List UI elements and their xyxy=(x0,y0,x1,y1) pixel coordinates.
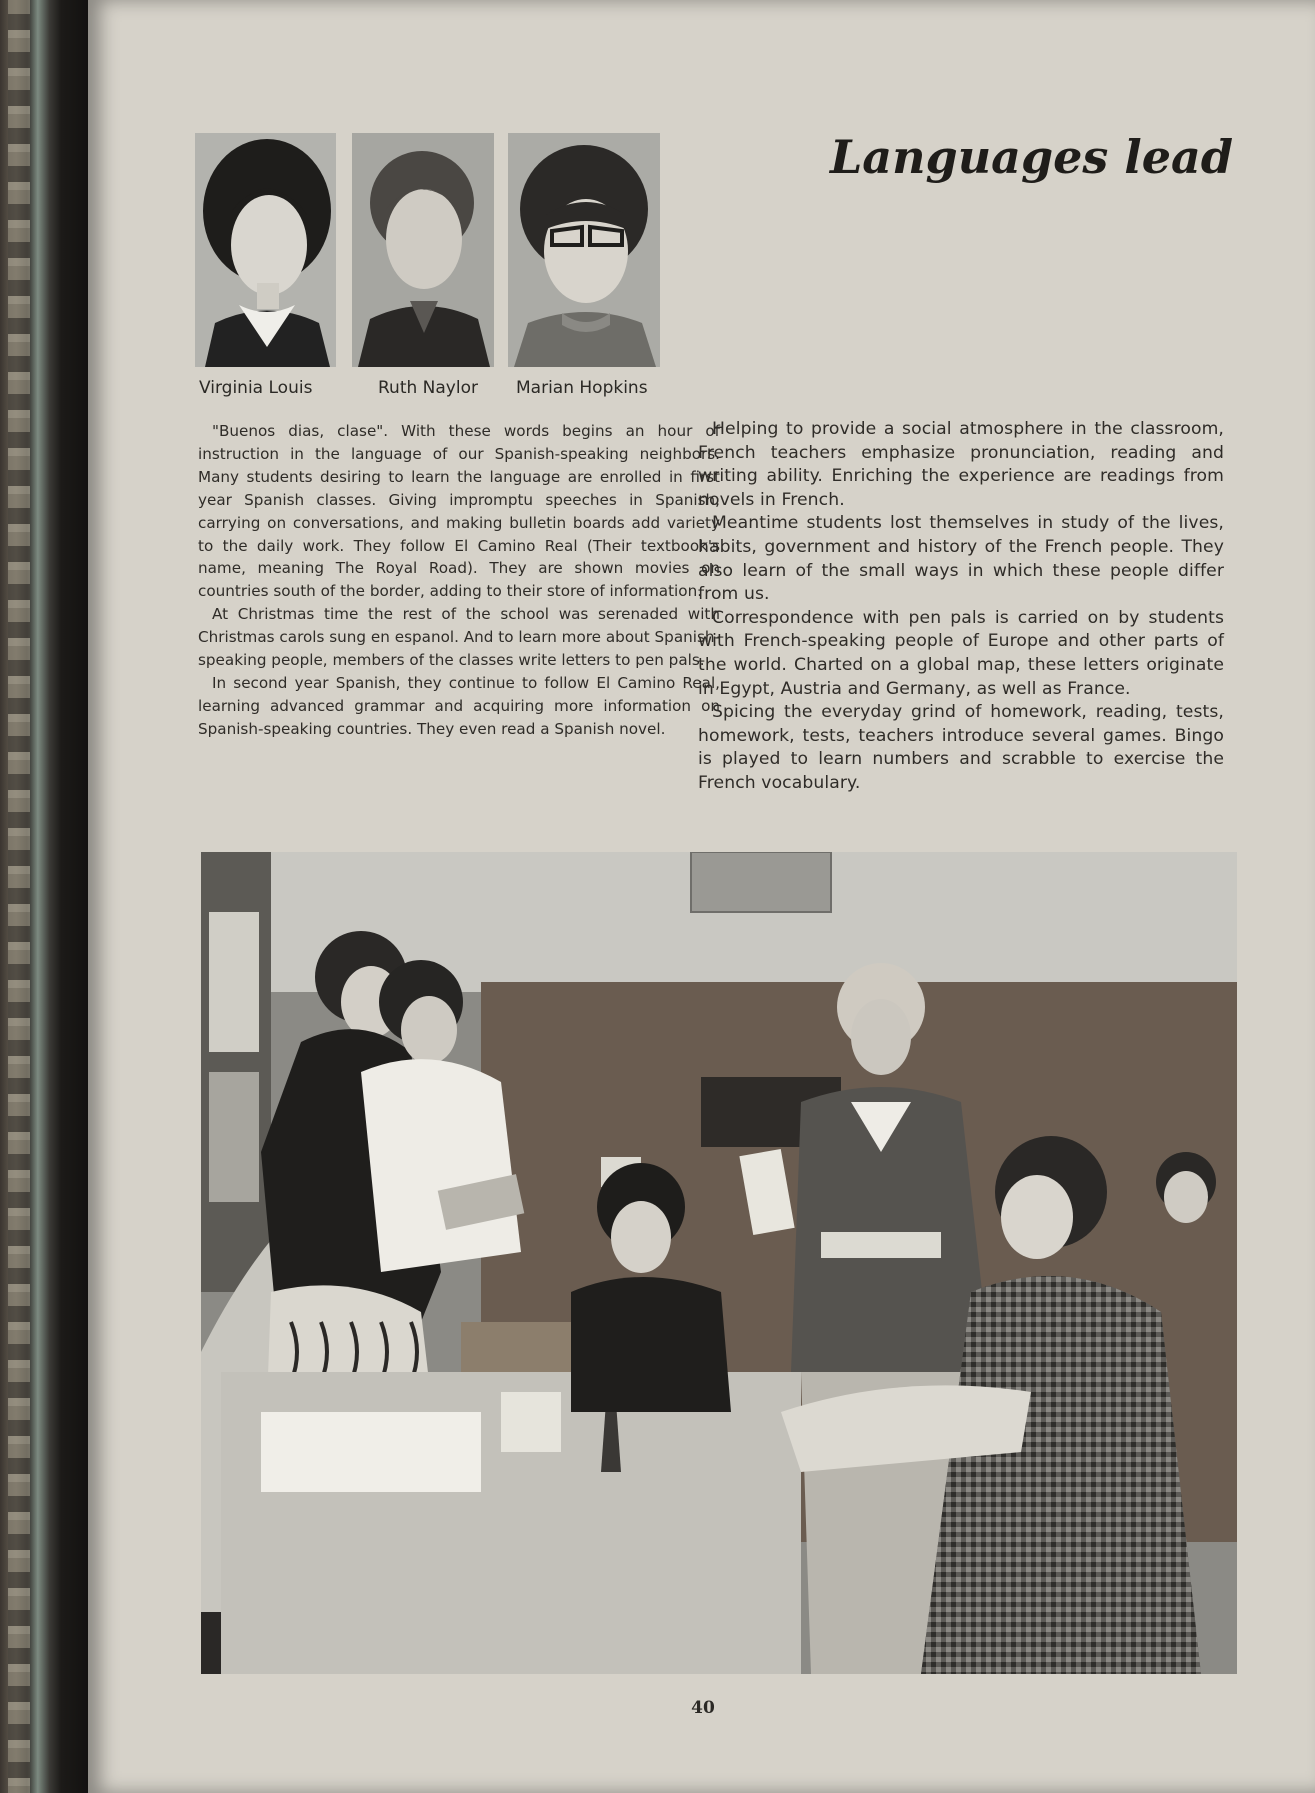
classroom-photo xyxy=(201,852,1237,1674)
spanish-article-column xyxy=(198,420,720,741)
article-paragraph: Meantime students lost themselves in study of the lives, habits, government and history of the French people. They also learn of the small ways in which these people differ from us. xyxy=(698,513,1224,605)
portrait-ruth-naylor xyxy=(352,133,494,367)
article-paragraph: Helping to provide a social atmosphere in the classroom, French teachers emphasize pronunciation, reading and writing ability. Enriching the experience are readings from novels in French. xyxy=(698,419,1224,510)
article-paragraph: In second year Spanish, they continue to follow El Camino Real, learning advanced grammar and acquiring more information on Spanish-speaking countries. They even read a Spanish novel. xyxy=(198,673,720,738)
portrait-virginia-louis xyxy=(195,133,336,367)
page-number: 40 xyxy=(691,1698,715,1718)
spine-binding-pattern xyxy=(8,0,30,1793)
portrait-photo xyxy=(195,133,336,367)
portrait-photo xyxy=(508,133,660,367)
book-spine xyxy=(0,0,90,1793)
portrait-marian-hopkins xyxy=(508,133,660,367)
article-paragraph: Correspondence with pen pals is carried on by students with French-speaking people of Europe and other parts of the world. Charted on a global map, these letters originate in Egypt, Austria and Germany, as well as France. xyxy=(698,607,1224,699)
portrait-caption: Marian Hopkins xyxy=(516,378,648,398)
yearbook-page xyxy=(88,0,1315,1793)
article-paragraph: At Christmas time the rest of the school was serenaded with Christmas carols sung en espanol. And to learn more about Spanish-speaking people, members of the classes write letters to pen pals. xyxy=(198,605,720,670)
classroom-photo-image xyxy=(201,852,1237,1674)
portrait-caption: Virginia Louis xyxy=(199,378,313,398)
portrait-photo xyxy=(352,133,494,367)
portrait-caption: Ruth Naylor xyxy=(378,378,478,398)
french-article-column xyxy=(698,418,1224,796)
page-title: Languages lead xyxy=(829,130,1233,184)
article-paragraph: "Buenos dias, clase". With these words begins an hour of instruction in the language of our Spanish-speaking neighbors. Many students desiring to learn the language are enrolled in first year Spanish classes. Giving impromptu speeches in Spanish, carrying on conversations, and making bulletin boards add variety to the daily work. They follow El Camino Real (Their textbook's name, meaning The Royal Road). They are shown movies on countries south of the border, adding to their store of information. xyxy=(198,422,720,601)
article-paragraph: Spicing the everyday grind of homework, reading, tests, homework, tests, teachers introduce several games. Bingo is played to learn numbers and scrabble to exercise the French vocabulary. xyxy=(698,702,1224,793)
